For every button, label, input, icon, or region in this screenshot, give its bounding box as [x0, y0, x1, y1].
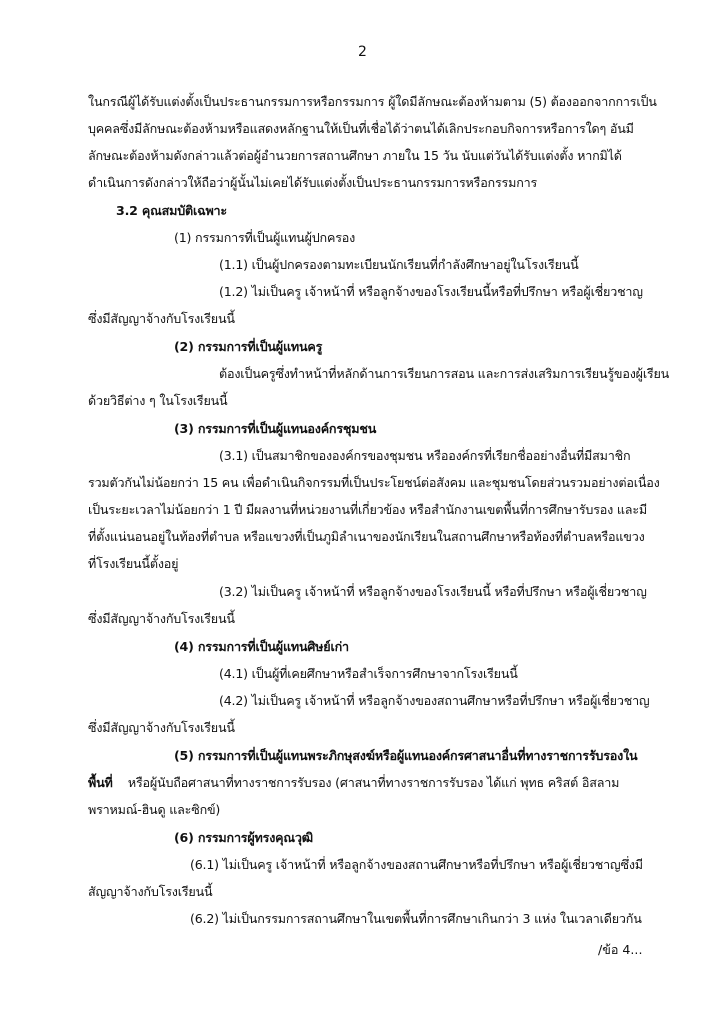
sub-item-1-1: (1.1) เป็นผู้ปกครองตามทะเบียนนักเรียนที่กำลังศึกษาอยู่ในโรงเรียนนี้ [219, 257, 579, 272]
item-heading-3: (3) กรรมการที่เป็นผู้แทนองค์กรชุมชน [174, 421, 377, 436]
paragraph-line: สัญญาจ้างกับโรงเรียนนี้ [88, 884, 213, 899]
item-heading-6: (6) กรรมการผู้ทรงคุณวุฒิ [174, 830, 313, 845]
paragraph-line [88, 775, 648, 791]
section-heading-3-2: 3.2 คุณสมบัติเฉพาะ [116, 203, 227, 218]
paragraph-line: ในกรณีผู้ได้รับแต่งตั้งเป็นประธานกรรมการหรือกรรมการ ผู้ใดมีลักษณะต้องห้ามตาม (5) ต้องออกจากการเป็น [88, 94, 657, 109]
sub-item-1-2: (1.2) ไม่เป็นครู เจ้าหน้าที่ หรือลูกจ้างของโรงเรียนนี้หรือที่ปรึกษา หรือผู้เชี่ยวชาญ [219, 284, 643, 299]
sub-item-4-1: (4.1) เป็นผู้ที่เคยศึกษาหรือสำเร็จการศึกษาจากโรงเรียนนี้ [219, 666, 518, 681]
item-heading-5: (5) กรรมการที่เป็นผู้แทนพระภิกษุสงฆ์หรือผู้แทนองค์กรศาสนาอื่นที่ทางราชการรับรองใน [174, 748, 638, 763]
sub-item-6-2: (6.2) ไม่เป็นกรรมการสถานศึกษาในเขตพื้นที่การศึกษาเกินกว่า 3 แห่ง ในเวลาเดียวกัน [190, 911, 642, 926]
paragraph-line: ซึ่งมีสัญญาจ้างกับโรงเรียนนี้ [88, 611, 235, 626]
item-heading-2: (2) กรรมการที่เป็นผู้แทนครู [174, 339, 323, 354]
paragraph-line: ลักษณะต้องห้ามดังกล่าวแล้วต่อผู้อำนวยการสถานศึกษา ภายใน 15 วัน นับแต่วันได้รับแต่งตั้ง หากมิได้ [88, 148, 622, 163]
line-text: หรือผู้นับถือศาสนาที่ทางราชการรับรอง (ศาสนาที่ทางราชการรับรอง ได้แก่ พุทธ คริสต์ อิสลาม [127, 775, 620, 790]
sub-item-3-2: (3.2) ไม่เป็นครู เจ้าหน้าที่ หรือลูกจ้างของโรงเรียนนี้ หรือที่ปรึกษา หรือผู้เชี่ยวชาญ [219, 584, 647, 599]
paragraph-line: ซึ่งมีสัญญาจ้างกับโรงเรียนนี้ [88, 720, 235, 735]
paragraph-line: ซึ่งมีสัญญาจ้างกับโรงเรียนนี้ [88, 311, 235, 326]
paragraph-line: บุคคลซึ่งมีลักษณะต้องห้ามหรือแสดงหลักฐานให้เป็นที่เชื่อได้ว่าตนได้เลิกประกอบกิจการหรือการใดๆ อันมี [88, 121, 634, 136]
sub-item-4-2: (4.2) ไม่เป็นครู เจ้าหน้าที่ หรือลูกจ้างของสถานศึกษาหรือที่ปรึกษา หรือผู้เชี่ยวชาญ [219, 693, 650, 708]
paragraph-line: ดำเนินการดังกล่าวให้ถือว่าผู้นั้นไม่เคยได้รับแต่งตั้งเป็นประธานกรรมการหรือกรรมการ [88, 175, 538, 190]
bold-word: พื้นที่ [88, 775, 113, 790]
continuation-note: /ข้อ 4... [598, 942, 643, 957]
paragraph-line: ด้วยวิธีต่าง ๆ ในโรงเรียนนี้ [88, 393, 228, 408]
paragraph-line: พราหมณ์-ฮินดู และซิกข์) [88, 802, 221, 817]
paragraph-line: เป็นระยะเวลาไม่น้อยกว่า 1 ปี มีผลงานที่หน่วยงานที่เกี่ยวข้อง หรือสำนักงานเขตพื้นที่การศึกษารับรอง และมี [88, 502, 647, 517]
item-heading-4: (4) กรรมการที่เป็นผู้แทนศิษย์เก่า [174, 639, 349, 654]
page-number: 2 [358, 44, 367, 60]
paragraph-line: ที่โรงเรียนนี้ตั้งอยู่ [88, 556, 179, 571]
paragraph-line: รวมตัวกันไม่น้อยกว่า 15 คน เพื่อดำเนินกิจกรรมที่เป็นประโยชน์ต่อสังคม และชุมชนโดยส่วนรวมอย่างต่อเนื่อง [88, 475, 660, 490]
paragraph-line: ต้องเป็นครูซึ่งทำหน้าที่หลักด้านการเรียนการสอน และการส่งเสริมการเรียนรู้ของผู้เรียน [219, 366, 670, 381]
item-heading-1: (1) กรรมการที่เป็นผู้แทนผู้ปกครอง [174, 230, 356, 245]
sub-item-6-1: (6.1) ไม่เป็นครู เจ้าหน้าที่ หรือลูกจ้างของสถานศึกษาหรือที่ปรึกษา หรือผู้เชี่ยวชาญซึ่งมี [190, 857, 643, 872]
paragraph-line: ที่ตั้งแน่นอนอยู่ในท้องที่ตำบล หรือแขวงที่เป็นภูมิลำเนาของนักเรียนในสถานศึกษาหรือท้องที่ตำบลหรือแขวง [88, 529, 645, 544]
sub-item-3-1: (3.1) เป็นสมาชิกขององค์กรของชุมชน หรือองค์กรที่เรียกชื่ออย่างอื่นที่มีสมาชิก [219, 448, 631, 463]
